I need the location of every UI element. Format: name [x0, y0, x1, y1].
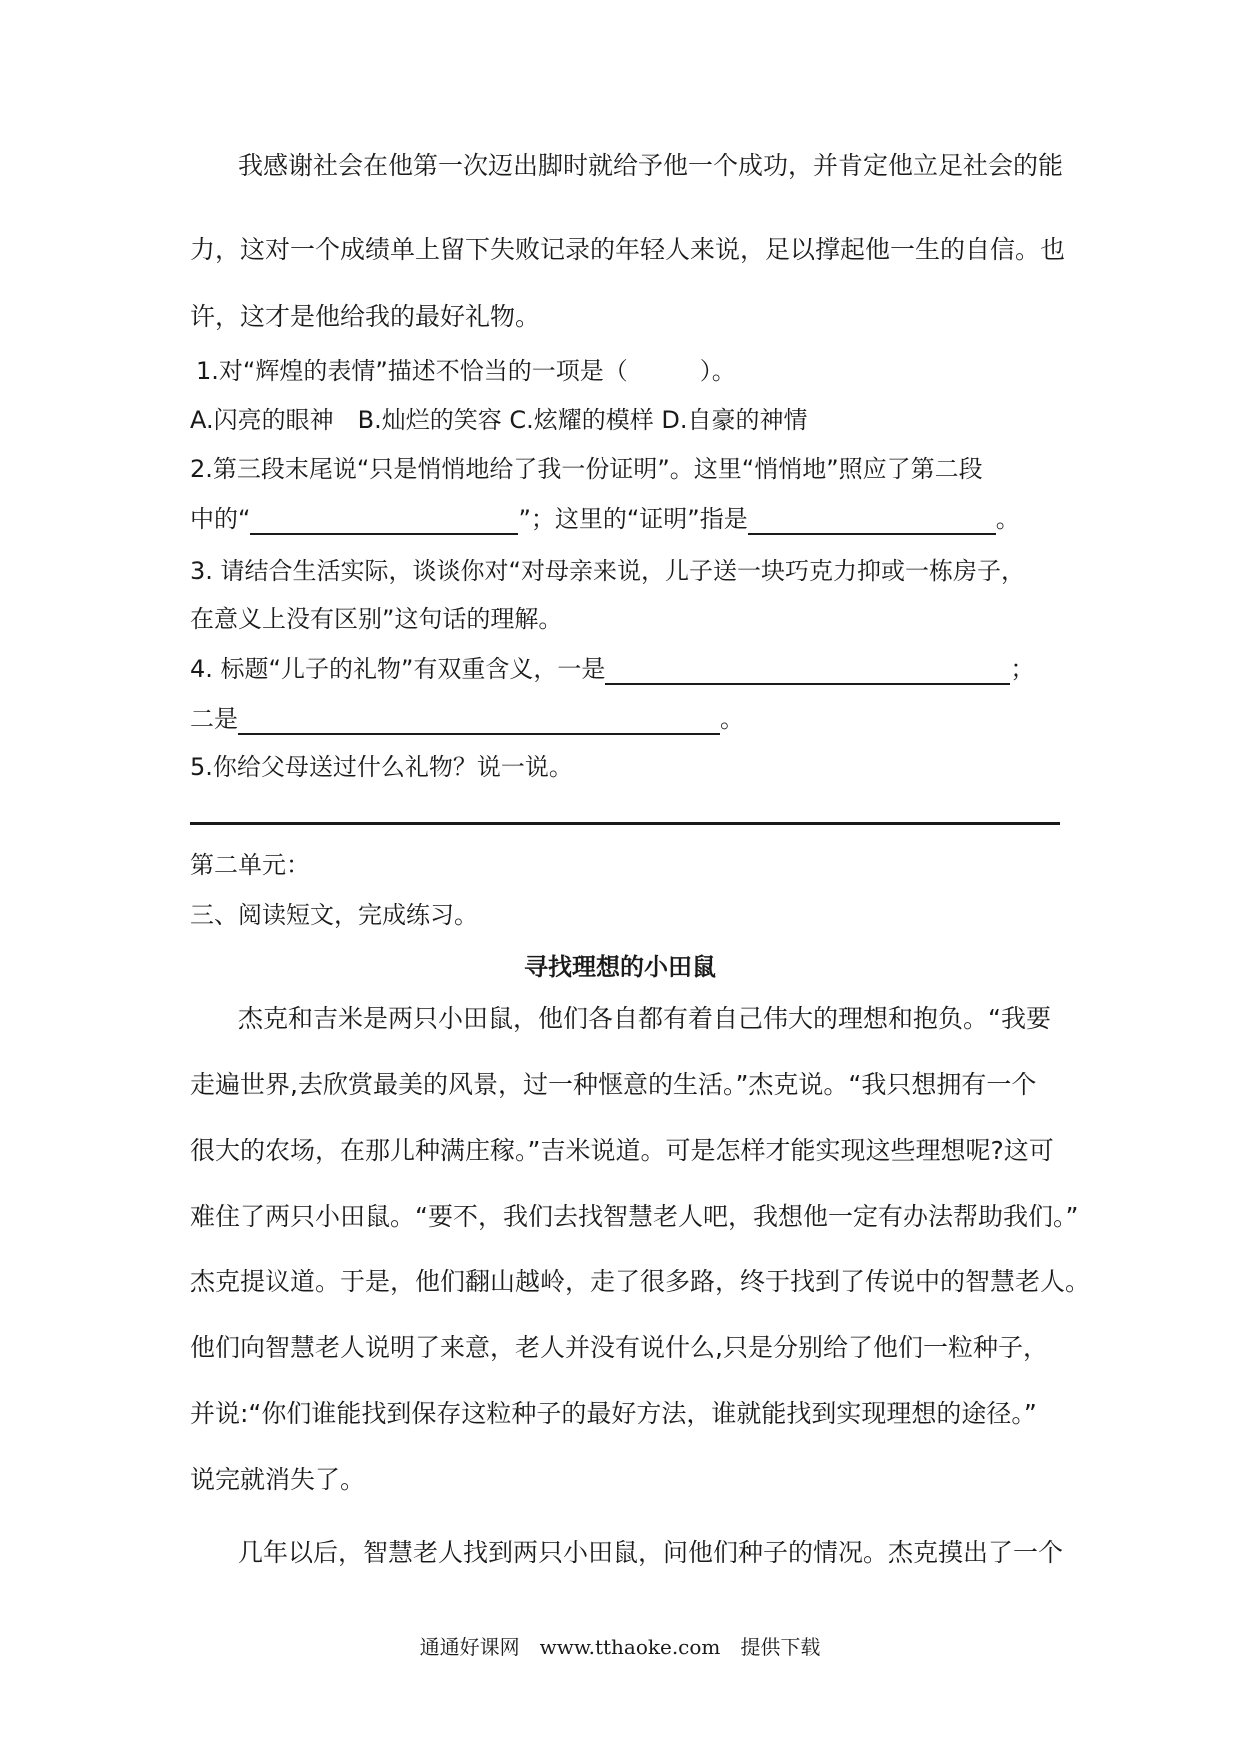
question-2-text-a: 中的“ [190, 505, 251, 533]
answer-line[interactable] [190, 822, 1060, 825]
answer-blank[interactable] [748, 507, 996, 535]
passage-line: 许，这才是他给我的最好礼物。 [190, 302, 541, 331]
story-line: 并说:“你们谁能找到保存这粒种子的最好方法，谁就能找到实现理想的途径。” [190, 1399, 1037, 1428]
question-1-options: A.闪亮的眼神 B.灿烂的笑容 C.炫耀的模样 D.自豪的神情 [190, 406, 808, 434]
passage-line: 力，这对一个成绩单上留下失败记录的年轻人来说，足以撑起他一生的自信。也 [190, 235, 1066, 264]
story-line: 难住了两只小田鼠。“要不，我们去找智慧老人吧，我想他一定有办法帮助我们。” [190, 1202, 1079, 1231]
story-line: 很大的农场，在那儿种满庄稼。”吉米说道。可是怎样才能实现这些理想呢?这可 [190, 1136, 1054, 1165]
story-line: 杰克提议道。于是，他们翻山越岭，走了很多路，终于找到了传说中的智慧老人。 [190, 1267, 1091, 1296]
question-4-text-a: 4. 标题“儿子的礼物”有双重含义，一是 [190, 655, 606, 683]
answer-blank[interactable] [250, 507, 518, 535]
story-line: 几年以后，智慧老人找到两只小田鼠，问他们种子的情况。杰克摸出了一个 [238, 1538, 1064, 1567]
story-line: 他们向智慧老人说明了来意，老人并没有说什么,只是分别给了他们一粒种子， [190, 1333, 1048, 1362]
question-1: 1.对“辉煌的表情”描述不恰当的一项是（ ）。 [196, 357, 736, 385]
answer-blank[interactable] [605, 657, 1010, 685]
question-2-text-b: ”；这里的“证明”指是 [518, 505, 748, 533]
passage-line: 我感谢社会在他第一次迈出脚时就给予他一个成功，并肯定他立足社会的能 [238, 151, 1064, 180]
question-4-line2 [190, 703, 744, 735]
question-2-line2 [190, 503, 1020, 535]
story-title: 寻找理想的小田鼠 [524, 953, 716, 981]
section-heading: 三、阅读短文，完成练习。 [190, 901, 478, 929]
question-3-line1: 3. 请结合生活实际，谈谈你对“对母亲来说，儿子送一块巧克力抑或一栋房子， [190, 557, 1025, 585]
question-3-line2: 在意义上没有区别”这句话的理解。 [190, 605, 563, 633]
question-4-text-b: ； [1010, 655, 1035, 683]
story-line: 走遍世界,去欣赏最美的风景，过一种惬意的生活。”杰克说。“我只想拥有一个 [190, 1070, 1037, 1099]
question-4-text-c: 二是 [190, 705, 238, 733]
unit-heading: 第二单元： [190, 851, 310, 879]
question-5: 5.你给父母送过什么礼物？说一说。 [190, 753, 573, 781]
question-4-text-d: 。 [720, 705, 744, 733]
page-footer: 通通好课网 www.tthaoke.com 提供下载 [419, 1635, 821, 1659]
question-2-line1: 2.第三段末尾说“只是悄悄地给了我一份证明”。这里“悄悄地”照应了第二段 [190, 455, 983, 483]
answer-blank[interactable] [238, 707, 720, 735]
story-line: 说完就消失了。 [190, 1465, 366, 1494]
question-2-text-c: 。 [995, 505, 1020, 533]
story-line: 杰克和吉米是两只小田鼠，他们各自都有着自己伟大的理想和抱负。“我要 [238, 1004, 1051, 1033]
question-4-line1 [190, 653, 1034, 685]
